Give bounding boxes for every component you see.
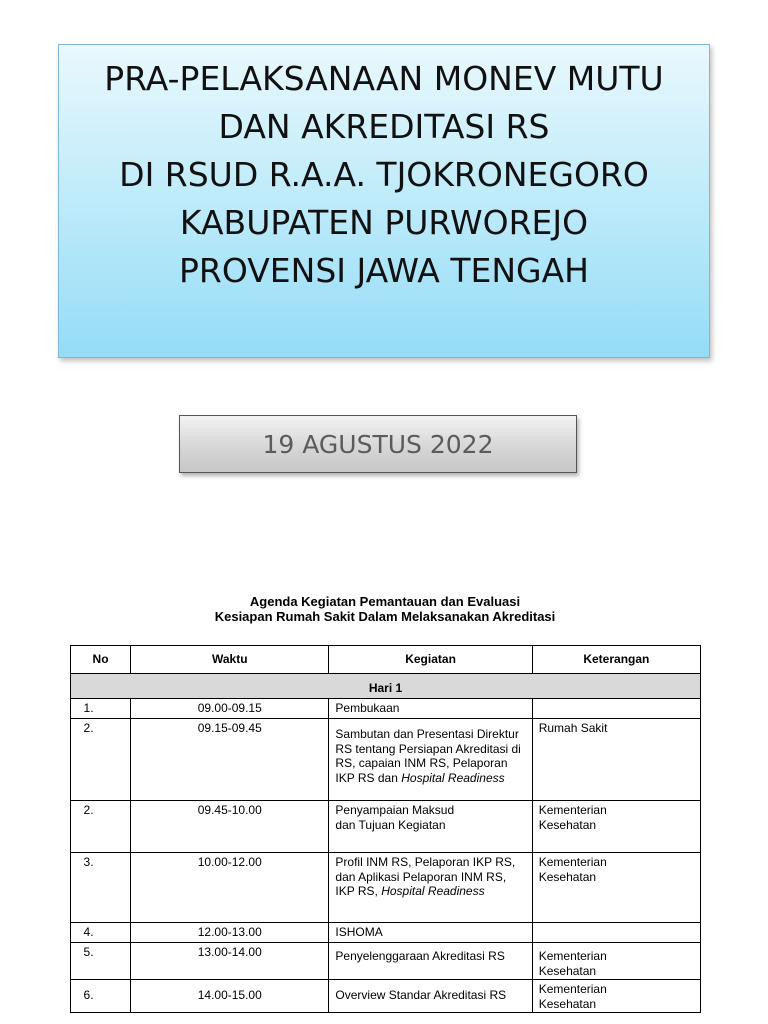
title-line-2: DAN AKREDITASI RS (218, 107, 550, 146)
row-keterangan (532, 923, 700, 943)
row-keterangan: Rumah Sakit (532, 719, 700, 801)
row-kegiatan (329, 699, 532, 719)
table-header-row (71, 646, 701, 674)
agenda-heading (70, 594, 700, 624)
row-waktu: 10.00-12.00 (131, 853, 329, 923)
row-waktu: 09.00-09.15 (131, 699, 329, 719)
table-row (71, 853, 701, 923)
row-kegiatan-text: Penyelenggaraan Akreditasi RS (335, 949, 505, 963)
title-banner (58, 44, 710, 358)
table-row (71, 980, 701, 1013)
row-kegiatan-text: Pembukaan (335, 701, 400, 715)
row-no: 5. (71, 943, 131, 980)
table-row (71, 699, 701, 719)
row-kegiatan (329, 801, 532, 853)
column-header-keterangan: Keterangan (532, 646, 700, 674)
row-keterangan: Kementerian Kesehatan (532, 980, 700, 1013)
title-line-1: PRA-PELAKSANAAN MONEV MUTU (104, 59, 664, 98)
table-row (71, 923, 701, 943)
row-waktu: 13.00-14.00 (131, 943, 329, 980)
row-waktu: 12.00-13.00 (131, 923, 329, 943)
row-no: 4. (71, 923, 131, 943)
page-title (104, 55, 663, 295)
table-row (71, 719, 701, 801)
row-waktu: 14.00-15.00 (131, 980, 329, 1013)
row-kegiatan-text: Sambutan dan Presentasi Direktur RS tentang Persiapan Akreditasi di RS, capaian INM RS, Pelaporan IKP RS dan (335, 727, 521, 785)
row-waktu: 09.45-10.00 (131, 801, 329, 853)
row-kegiatan-text: ISHOMA (335, 925, 383, 939)
date-banner (179, 415, 577, 473)
date-label: 19 AGUSTUS 2022 (262, 429, 494, 459)
title-line-4: KABUPATEN PURWOREJO (179, 203, 589, 242)
row-kegiatan (329, 853, 532, 923)
row-no: 6. (71, 980, 131, 1013)
column-header-waktu: Waktu (131, 646, 329, 674)
agenda-table (70, 645, 701, 1013)
row-kegiatan (329, 719, 532, 801)
agenda-heading-line-2: Kesiapan Rumah Sakit Dalam Melaksanakan Akreditasi (214, 609, 556, 624)
row-no: 2. (71, 801, 131, 853)
row-kegiatan (329, 943, 532, 980)
row-kegiatan-text: Overview Standar Akreditasi RS (335, 988, 507, 1002)
row-kegiatan-text: Penyampaian Maksud dan Tujuan Kegiatan (335, 803, 455, 832)
row-kegiatan-italic: Hospital Readiness (381, 884, 485, 898)
row-kegiatan-italic: Hospital Readiness (401, 770, 505, 785)
day-row (71, 674, 701, 699)
table-row (71, 943, 701, 980)
row-no: 3. (71, 853, 131, 923)
row-kegiatan-text: Profil INM RS, Pelaporan IKP RS, dan Aplikasi Pelaporan INM RS, IKP RS, (335, 855, 516, 898)
row-keterangan: Kementerian Kesehatan (532, 943, 700, 980)
column-header-no: No (71, 646, 131, 674)
table-row (71, 801, 701, 853)
day-label: Hari 1 (71, 674, 701, 699)
row-keterangan: Kementerian Kesehatan (532, 801, 700, 853)
row-no: 1. (71, 699, 131, 719)
row-no: 2. (71, 719, 131, 801)
row-keterangan: Kementerian Kesehatan (532, 853, 700, 923)
column-header-kegiatan: Kegiatan (329, 646, 532, 674)
row-keterangan (532, 699, 700, 719)
row-kegiatan (329, 923, 532, 943)
row-kegiatan (329, 980, 532, 1013)
agenda-heading-line-1: Agenda Kegiatan Pemantauan dan Evaluasi (249, 594, 521, 609)
title-line-5: PROVENSI JAWA TENGAH (179, 251, 589, 290)
title-line-3: DI RSUD R.A.A. TJOKRONEGORO (119, 155, 649, 194)
row-waktu: 09.15-09.45 (131, 719, 329, 801)
